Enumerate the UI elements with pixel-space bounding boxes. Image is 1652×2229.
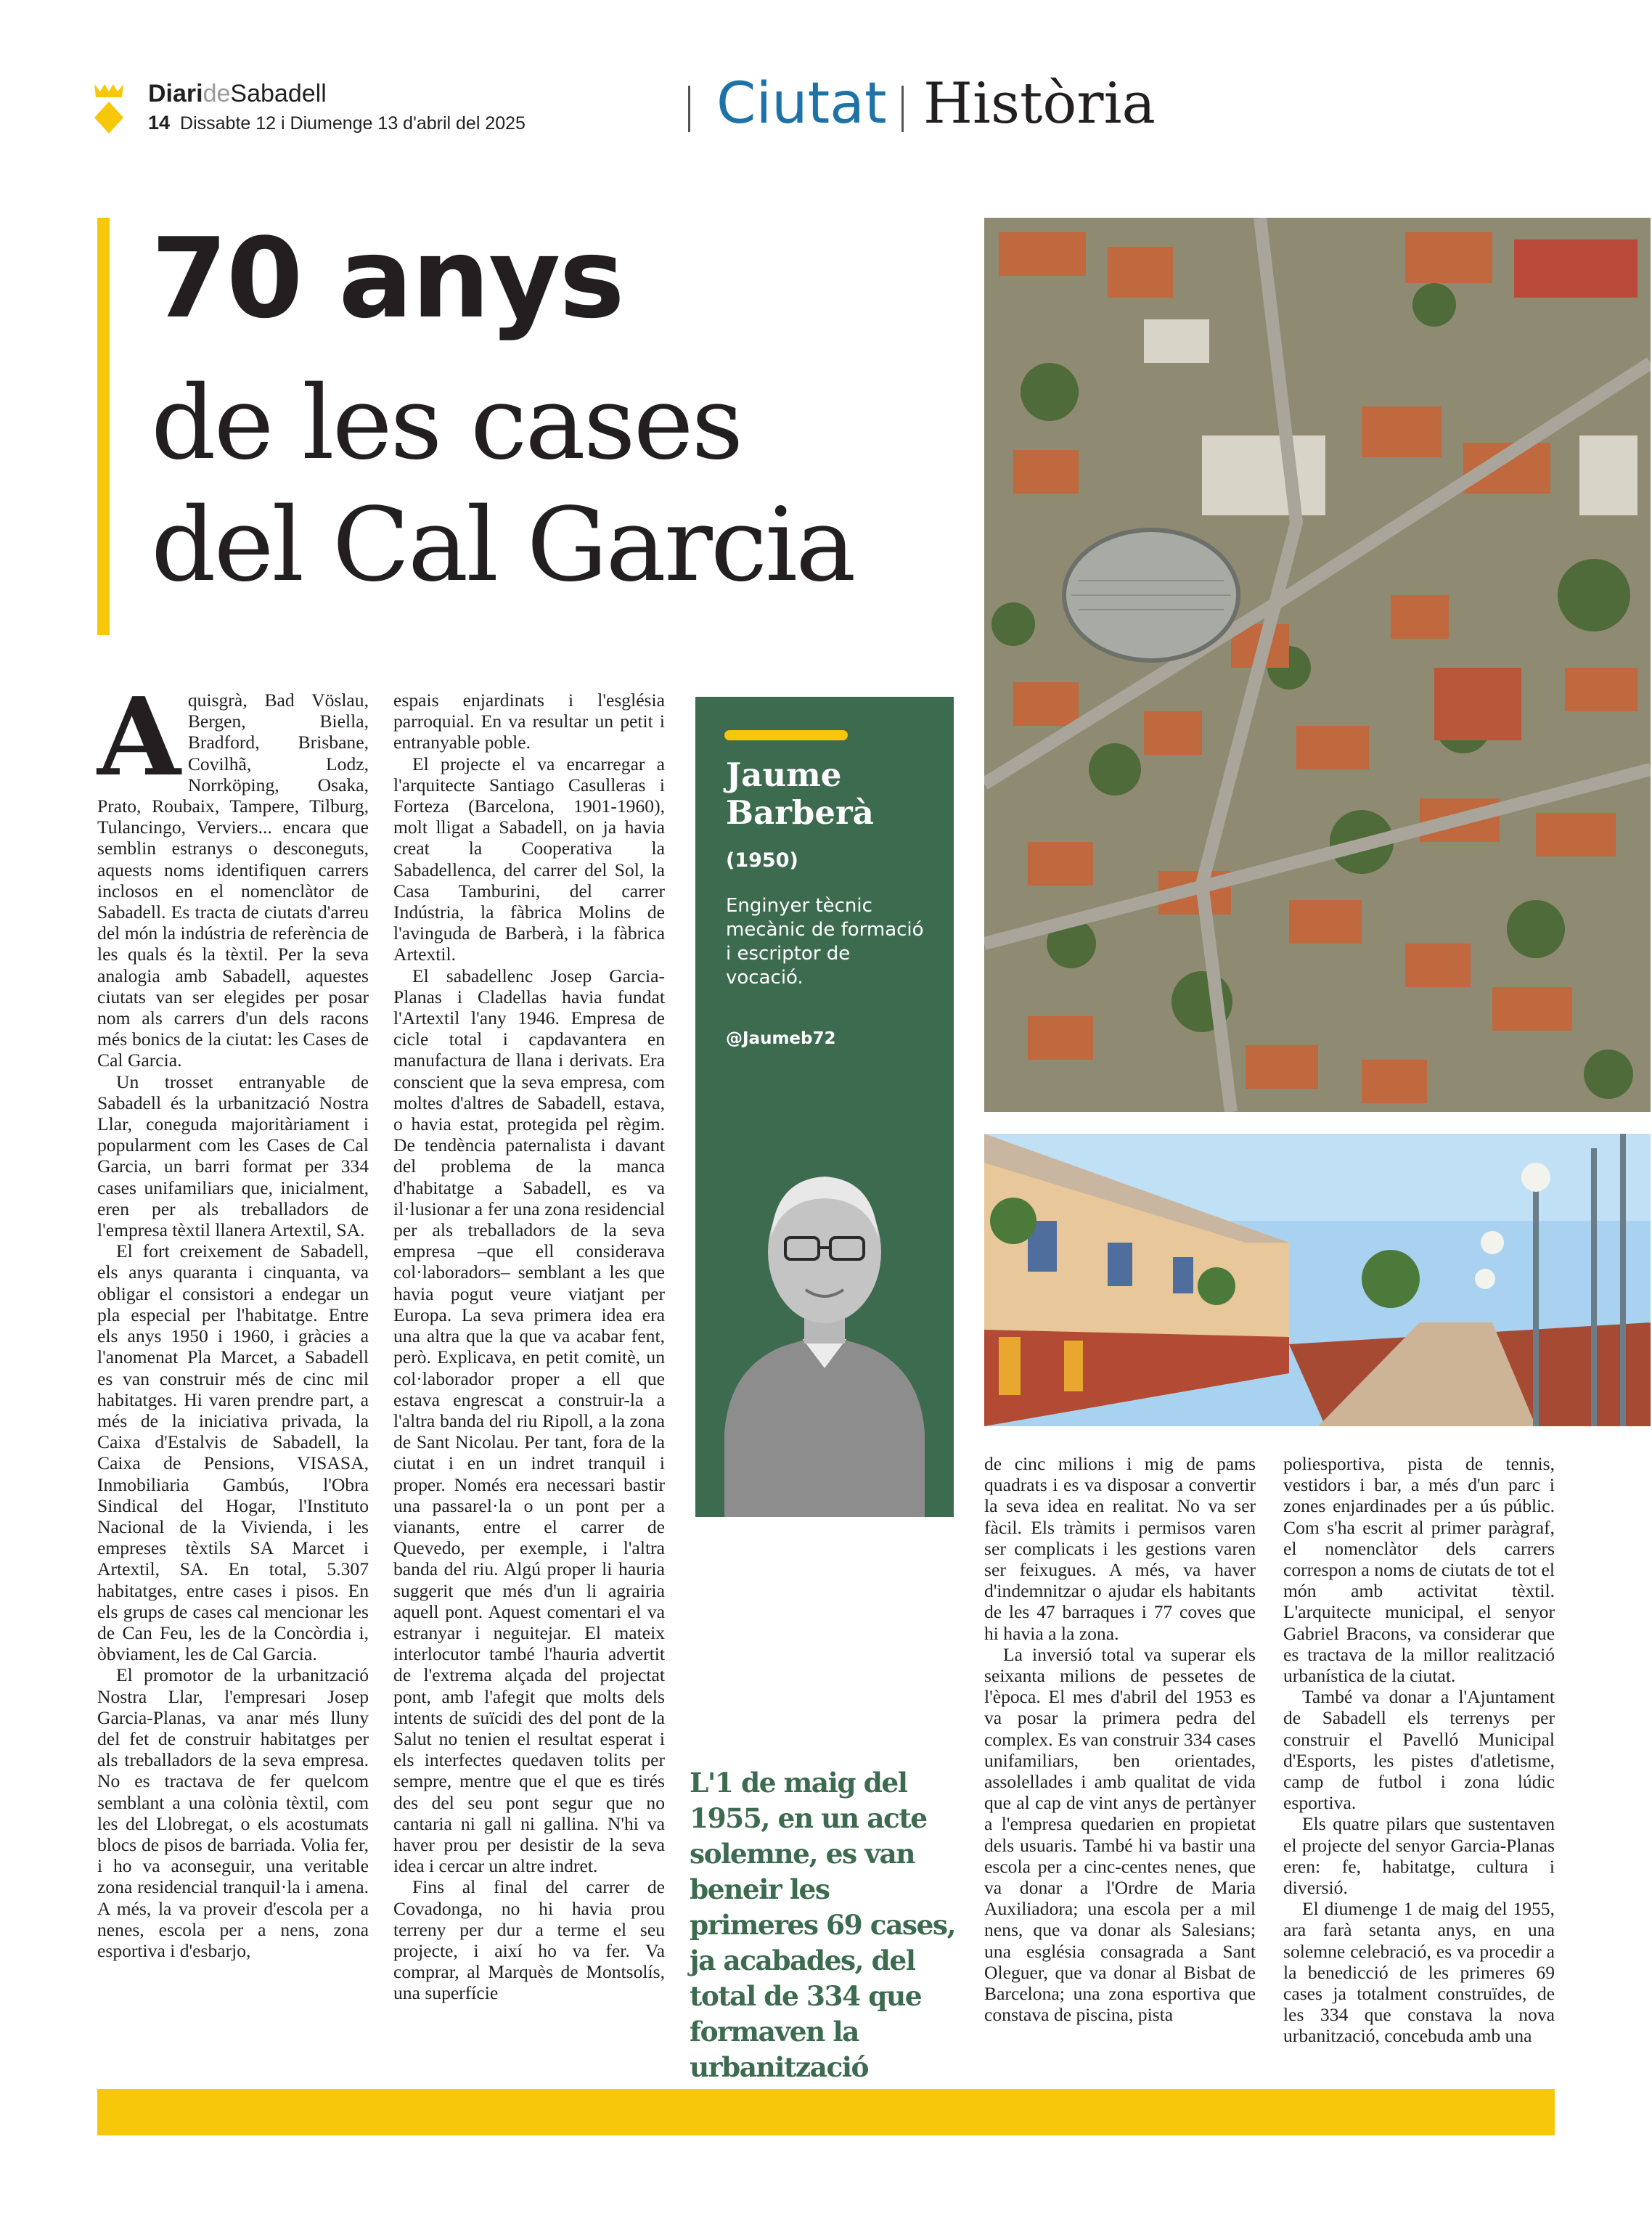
author-accent-rule xyxy=(724,730,848,740)
masthead-brand[interactable] xyxy=(148,80,327,108)
section-divider xyxy=(688,86,690,132)
section-title[interactable]: Ciutat xyxy=(716,71,887,136)
aerial-neighborhood-image xyxy=(984,218,1651,1112)
headline-line-3: del Cal Garcia xyxy=(151,486,854,605)
author-name: Jaume Barberà xyxy=(726,756,874,832)
article-paragraph: També va donar a l'Ajuntament de Sabadell els terrenys per construir el Pavelló Municipal d'Esports, les pistes d'atletisme, camp de futbol i zona lúdic esportiva. xyxy=(1283,1686,1555,1814)
article-column-1 xyxy=(97,674,369,1961)
brand-diari: Diari xyxy=(148,80,203,107)
brand-sabadell: Sabadell xyxy=(230,80,327,107)
article-paragraph: de cinc milions i mig de pams quadrats i es va disposar a convertir la seva idea en realitat. No va ser fàcil. Els tràmits i permisos varen ser complicats i les gestions varen ser feixugues. A més, va haver d'indemnitzar o ajudar els habitants de les 47 barraques i 77 coves que hi havia a la zona. xyxy=(984,1453,1256,1644)
author-social-handle[interactable]: @Jaumeb72 xyxy=(726,1029,836,1048)
footer-accent-bar xyxy=(97,2089,1555,2135)
article-paragraph: El projecte el va encarregar a l'arquitecte Santiago Casulleras i Forteza (Barcelona, 1901-1960), molt lligat a Sabadell, on ja havia creat la Cooperativa la Sabadellenca, del carrer del Sol, la Casa Tamburini, del carrer Indústria, la fàbrica Molins de l'avinguda de Barberà, i la fàbrica Artextil. xyxy=(393,753,665,965)
headline-line-2: de les cases xyxy=(151,364,742,483)
brand-de: de xyxy=(203,80,231,107)
pull-quote: L'1 de maig del 1955, en un acte solemne, es van beneir les primeres 69 cases, ja acabades, del total de 334 que formaven la urbanització xyxy=(690,1767,956,2083)
author-bio: Enginyer tècnic mecànic de formació i escriptor de vocació. xyxy=(726,895,924,989)
author-birth-year: (1950) xyxy=(726,849,798,872)
headline-lines xyxy=(151,363,854,607)
street-houses-image xyxy=(984,1134,1651,1426)
article-paragraph: La inversió total va superar els seixanta milions de pessetes de l'època. El mes d'abril del 1953 es va posar la primera pedra del complex. Es van construir 334 cases unifamiliars, ben orientades, assolellades i amb qualitat de vida que al cap de vint anys de pertànyer a l'empresa quedarien en propietat dels usuaris. També hi va bastir una escola per a cinc-centes nenes, que va donar a l'Ordre de Maria Auxiliadora; una escola per a mil nens, que va donar als Salesians; una església consagrada a Sant Oleguer, que va donar al Bisbat de Barcelona; una zona esportiva que constava de piscina, pista xyxy=(984,1643,1256,2026)
article-paragraph: El fort creixement de Sabadell, els anys quaranta i cinquanta, va obligar el consistori a endegar un pla especial per l'habitatge. Entre els anys 1950 i 1960, i gràcies a l'anomenat Pla Marcet, a Sabadell es van construir més de cinc mil habitatges. Hi varen prendre part, a més de la iniciativa privada, la Caixa d'Estalvis de Sabadell, la Caixa de Pensions, VISASA, Inmobiliaria Gambús, l'Obra Sindical del Hogar, l'Instituto Nacional de la Vivienda, i les empreses tèxtils SA Marcet i Artextil, SA. En total, 5.307 habitatges, entre cases i pisos. En els grups de cases cal mencionar les de Can Feu, les de la Concòrdia i, òbviament, les de Cal Garcia. xyxy=(97,1240,369,1665)
article-paragraph: El promotor de la urbanització Nostra Llar, l'empresari Josep Garcia-Planas, va anar més lluny del fet de construir habitatges per als treballadors de la seva empresa. No es tractava de fer quelcom semblant a una colònia tèxtil, com les del Llobregat, o els acostumats blocs de pisos de barriada. Volia fer, i ho va aconseguir, una veritable zona residencial tranquil·la i amena. A més, la va proveir d'escola per a nenes, escola per a nens, zona esportiva i d'esbarjo, xyxy=(97,1664,369,1961)
article-column-4 xyxy=(1283,1453,1555,2047)
headline-accent-bar xyxy=(97,218,110,635)
article-paragraph: poliesportiva, pista de tennis, vestidors i bar, a més d'un parc i zones enjardinades per a ús públic. Com s'ha escrit al primer paràgraf, el nomenclàtor dels carrers correspon a noms de ciutats de tot el món amb activitat tèxtil. L'arquitecte municipal, el senyor Gabriel Bracons, va considerar que es tractava de la millor realització urbanística de la ciutat. xyxy=(1283,1453,1555,1687)
article-paragraph: Aquisgrà, Bad Vöslau, Bergen, Biella, Bradford, Brisbane, Covilhã, Lodz, Norrköping, Osaka, Prato, Roubaix, Tampere, Tilburg, Tulancingo, Verviers... encara que semblin estranys o desconeguts, aquests noms identifiquen carrers inclosos en el nomenclàtor de Sabadell. Es tracta de ciutats d'arreu del món la indústria de referència de les quals és la tèxtil. Per la seva analogia amb Sabadell, aquestes ciutats van ser elegides per posar nom als carrers d'un dels racons més bonics de la ciutat: les Cases de Cal Garcia. xyxy=(97,674,369,1071)
article-paragraph: espais enjardinats i l'església parroquial. En va resultar un petit i entranyable poble. xyxy=(393,690,665,753)
newspaper-logo-icon xyxy=(91,81,126,136)
article-paragraph: Fins al final del carrer de Covadonga, no hi havia prou terreny per dur a terme el seu projecte, i així ho va fer. Va comprar, al Marquès de Montsolís, una superfície xyxy=(393,1876,665,2004)
section-divider xyxy=(901,86,904,132)
dropcap: A xyxy=(97,674,181,800)
article-paragraph: Els quatre pilars que sustentaven el projecte del senyor Garcia-Planas eren: fe, habitatge, cultura i diversió. xyxy=(1283,1813,1555,1899)
page-info xyxy=(148,112,526,134)
article-paragraph: Un trosset entranyable de Sabadell és la urbanització Nostra Llar, coneguda majoritàriament i popularment com les Cases de Cal Garcia, un barri format per 334 cases unifamiliars que, inicialment, eren per als treballadors de l'empresa tèxtil llanera Artextil, SA. xyxy=(97,1071,369,1241)
subsection-title[interactable]: Història xyxy=(923,71,1156,136)
article-paragraph: El sabadellenc Josep Garcia-Planas i Cladellas havia fundat l'Artextil l'any 1946. Empresa de cicle total i capdavantera en manufactura de llana i derivats. Era conscient que la seva empresa, com moltes d'altres de Sabadell, estava, o havia estat, protegida pel règim. De tendència paternalista i davant del problema de la manca d'habitatge a Sabadell, es va il·lusionar a fer una zona residencial per als treballadors de la seva empresa –que ell considerava col·laboradors– semblant a les que havia pogut veure viatjant per Europa. La seva primera idea era una altra que la que va acabar fent, però. Explicava, en petit comitè, un col·laborador proper a ell que estava engrescat a construir-la a l'altra banda del riu Ripoll, a la zona de Sant Nicolau. Per tant, fora de la ciutat i en un indret tranquil i proper. Només era necessari bastir una passarel·la o un pont per a vianants, entre el carrer de Quevedo, per exemple, i l'altra banda del riu. Algú proper li hauria suggerit que més d'un li agrairia aquell pont. Aquest comentari el va estranyar i neguitejar. El mateix interlocutor també l'hauria advertit de l'extrema alçada del projectat pont, amb l'afegit que molts dels intents de suïcidi des del pont de la Salut no tenien el resultat esperat i els interfectes quedaven tolits per sempre, mentre que el que es tirés des del seu pont segur que no cantaria ni gall ni gallina. N'hi va haver prou per desistir de la seva idea i cercar un altre indret. xyxy=(393,965,665,1877)
article-paragraph: El diumenge 1 de maig del 1955, ara farà setanta anys, en una solemne celebració, es va procedir a la benedicció de les primeres 69 cases ja totalment construïdes, de les 334 que constava la nova urbanització, concebuda amb una xyxy=(1283,1898,1555,2047)
issue-date: Dissabte 12 i Diumenge 13 d'abril del 2025 xyxy=(180,113,526,134)
author-portrait-image xyxy=(695,1129,954,1517)
page-number: 14 xyxy=(148,112,171,134)
article-column-2 xyxy=(393,690,665,2004)
headline-line-1: 70 anys xyxy=(151,214,623,343)
article-column-3 xyxy=(984,1453,1256,2025)
